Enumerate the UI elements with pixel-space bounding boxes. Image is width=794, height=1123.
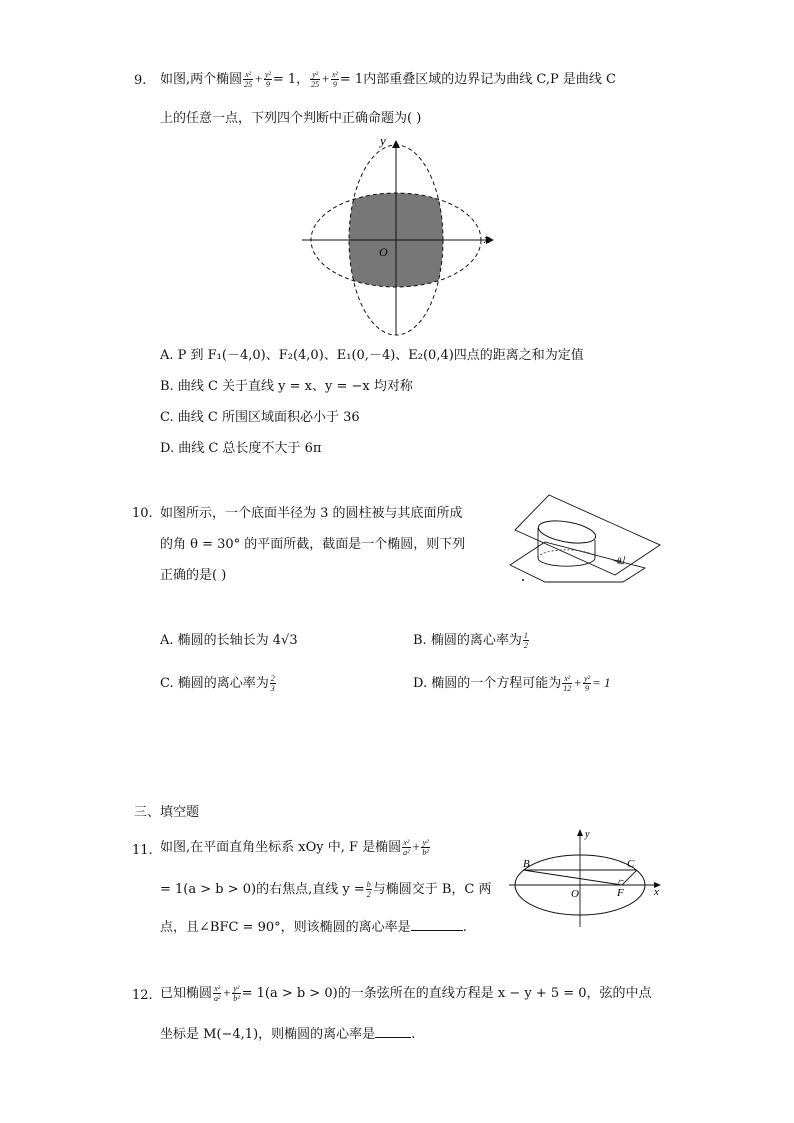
- q10-option-a: A. 椭圆的长轴长为 4√3: [160, 633, 298, 648]
- q11-answer-blank[interactable]: [411, 920, 463, 931]
- q11-line1-text: 如图,在平面直角坐标系 xOy 中, F 是椭圆: [160, 840, 402, 855]
- q12-line1-suffix: = 1(a > b > 0)的一条弦所在的直线方程是 x − y + 5 = 0，弦的中点: [241, 986, 652, 1001]
- q10-option-b: [413, 631, 530, 650]
- q11-number: 11.: [132, 843, 153, 858]
- q9-x-label: x: [484, 231, 490, 246]
- q10-cylinder-base-hidden: [538, 550, 595, 558]
- q9-origin-label: O: [379, 245, 388, 259]
- q9-figure: [300, 130, 500, 340]
- q10-option-d-plus: +: [573, 675, 583, 690]
- q12-line1: [160, 984, 652, 1003]
- q9-stem-line2: 上的任意一点，下列四个判断中正确命题为( ): [160, 111, 422, 126]
- q11-line3-text: 点，且∠BFC = 90°，则该椭圆的离心率是: [160, 920, 411, 935]
- q11-point-f-label: F: [617, 887, 624, 899]
- q9-eq2-plus: +: [321, 71, 330, 86]
- q11-line3-end: .: [462, 920, 467, 935]
- q12-y-frac: $\frac{\text{y²}}{\text{b²}}$: [233, 984, 240, 1003]
- q10-option-d-text: D. 椭圆的一个方程可能为: [413, 676, 562, 691]
- q11-segment-cf: [622, 870, 637, 885]
- q9-eq1-plus: +: [254, 71, 263, 86]
- q12-x-frac: $\frac{\text{x²}}{\text{a²}}$: [214, 984, 221, 1003]
- q9-option-d: D. 曲线 C 总长度不大于 6π: [160, 441, 322, 456]
- q10-cutting-plane: [515, 495, 660, 575]
- q12-answer-blank[interactable]: [375, 1027, 411, 1038]
- q11-line3: [160, 920, 467, 936]
- q9-eq1-rhs: = 1，: [272, 72, 310, 87]
- q11-y-arrow: [577, 829, 583, 836]
- q10-stem-line2: 的角 θ = 30° 的平面所截，截面是一个椭圆，则下列: [160, 537, 466, 552]
- q11-origin-label: O: [571, 888, 579, 900]
- q10-option-c-frac: $\frac{2}{3}$: [270, 674, 275, 693]
- q10-base-plane: [510, 542, 645, 582]
- q11-figure: [505, 825, 670, 930]
- q10-number: 10.: [132, 506, 153, 521]
- q10-option-b-frac: $\frac{1}{2}$: [523, 631, 528, 650]
- q9-number: 9.: [134, 73, 147, 88]
- q10-option-b-text: B. 椭圆的离心率为: [413, 633, 522, 648]
- q10-option-d: [413, 674, 611, 693]
- q10-stem-line1: 如图所示，一个底面半径为 3 的圆柱被与其底面所成: [160, 506, 463, 521]
- q10-option-d-rhs: = 1: [591, 675, 611, 690]
- q11-x-label: x: [654, 886, 659, 898]
- q11-point-c-label: C: [627, 858, 635, 870]
- q9-option-b: B. 曲线 C 关于直线 y = x、y = −x 均对称: [160, 379, 413, 394]
- q9-eq2-y-frac: $\frac{\text{y²}}{25}$: [311, 70, 320, 89]
- q9-intro: 如图,两个椭圆: [160, 72, 243, 87]
- q12-plus: +: [222, 985, 232, 1000]
- q9-eq1-y-frac: $\frac{\text{y²}}{9}$: [264, 70, 271, 89]
- q9-option-a: A. P 到 F₁(－4,0)、F₂(4,0)、E₁(0,－4)、E₂(0,4)四点的距离之和为定值: [160, 348, 584, 363]
- q10-theta-label: θ: [617, 556, 622, 566]
- q12-number: 12.: [132, 988, 153, 1003]
- q9-eq2-x-frac: $\frac{\text{x²}}{9}$: [331, 70, 338, 89]
- q9-option-c: C. 曲线 C 所围区域面积必小于 36: [160, 410, 360, 425]
- q11-line1-y-frac: $\frac{\text{y²}}{\text{b²}}$: [422, 838, 429, 857]
- section-heading: 三、填空题: [134, 805, 200, 820]
- q11-line2: [160, 880, 492, 899]
- q11-line1-x-frac: $\frac{\text{x²}}{\text{a²}}$: [403, 838, 410, 857]
- q10-option-c-text: C. 椭圆的离心率为: [160, 676, 269, 691]
- q11-line2-text: = 1(a > b > 0)的右焦点,直线 y =: [160, 882, 365, 897]
- q9-eq2-rhs: = 1内部重叠区域的边界记为曲线 C,P 是曲线 C: [339, 72, 616, 87]
- q11-line1: [160, 838, 431, 857]
- q11-line1-plus: +: [411, 839, 421, 854]
- q11-y-label: y: [585, 829, 590, 840]
- q11-point-b-label: B: [523, 858, 530, 870]
- q11-segment-bf: [523, 870, 622, 885]
- q11-line2-frac: $\frac{b}{2}$: [366, 880, 371, 899]
- q9-stem-line1: [160, 70, 616, 89]
- q12-line2-text: 坐标是 M(−4,1)，则椭圆的离心率是: [160, 1027, 376, 1042]
- q10-figure: [505, 490, 665, 585]
- q10-stem-line3: 正确的是( ): [160, 568, 227, 583]
- q12-line2-end: .: [411, 1027, 416, 1042]
- q9-eq1-x-frac: $\frac{\text{x²}}{25}$: [244, 70, 253, 89]
- q10-option-c: [160, 674, 277, 693]
- q9-y-label: y: [380, 133, 386, 148]
- q10-option-d-x-frac: $\frac{\text{x²}}{12}$: [563, 674, 572, 693]
- q10-option-d-y-frac: $\frac{\text{y²}}{9}$: [584, 674, 590, 693]
- q12-line1-text: 已知椭圆: [160, 986, 213, 1001]
- q11-line2-suffix: 与椭圆交于 B，C 两: [372, 882, 492, 897]
- q12-line2: [160, 1027, 415, 1043]
- q9-y-arrow: [392, 140, 400, 148]
- q10-dot: [522, 579, 524, 581]
